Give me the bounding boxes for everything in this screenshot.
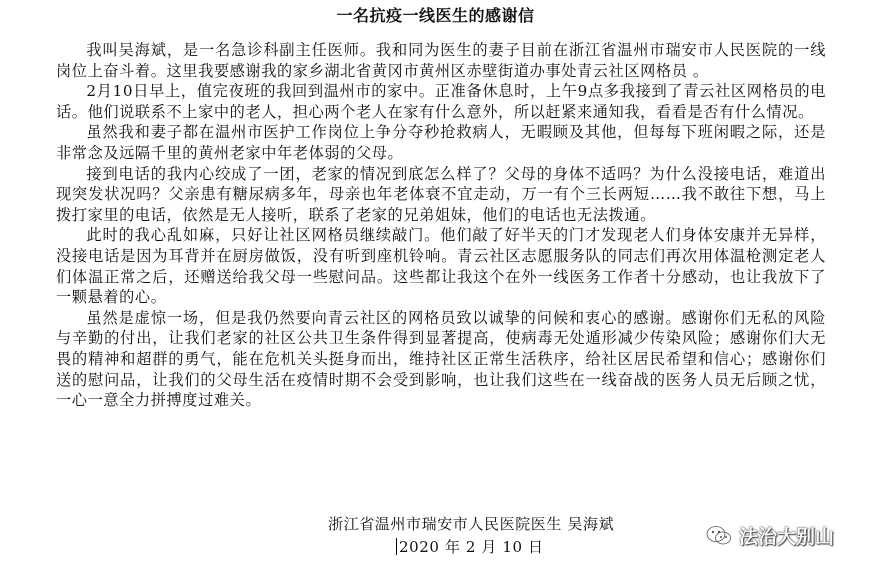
paragraph: 此时的我心乱如麻，只好让社区网格员继续敲门。他们敲了好半天的门才发现老人们身体安康并无异样，没接电话是因为耳背并在厨房做饭，没有听到座机铃响。青云社区志愿服务队的同志们再次用体温枪测定老人们体温正常之后，还赠送给我父母一些慰问品。这些都让我这个在外一线医务工作者十分感动，也让我放下了一颗悬着的心。 [56,226,826,307]
paragraph: 接到电话的我内心绞成了一团，老家的情况到底怎么样了？父母的身体不适吗？为什么没接电话，难道出现突发状况吗？父亲患有糖尿病多年，母亲也年老体衰不宜走动，万一有个三长两短……我不敢往下想，马上拨打家里的电话，依然是无人接听，联系了老家的兄弟姐妹，他们的电话也无法拨通。 [56,164,826,224]
letter-title: 一名抗疫一线医生的感谢信 [336,6,535,25]
paragraph: 虽然是虚惊一场，但是我仍然要向青云社区的网格员致以诚挚的问候和衷心的感谢。感谢你们无私的风险与辛勤的付出，让我们老家的社区公共卫生条件得到显著提高，使病毒无处遁形减少传染风险；感谢你们大无畏的精神和超群的勇气，能在危机关头挺身而出，维持社区正常生活秩序，给社区居民希望和信心；感谢你们送的慰问品，让我们的父母生活在疫情时期不会受到影响，也让我们这些在一线奋战的医务人员无后顾之忧，一心一意全力拼搏度过难关。 [56,308,826,410]
date-text: 2020 年 2 月 10 日 [399,538,544,556]
watermark [705,522,834,549]
signature-line: 浙江省温州市瑞安市人民医院医生 吴海斌 [328,515,615,533]
paragraph: 我叫吴海斌，是一名急诊科副主任医师。我和同为医生的妻子目前在浙江省温州市瑞安市人民医院的一线岗位上奋斗着。这里我要感谢我的家乡湖北省黄冈市黄州区赤壁街道办事处青云社区网格员 。 [56,41,826,80]
wechat-official-account-icon [705,524,733,548]
date-line [396,537,544,557]
letter-body [56,40,826,411]
paragraph: 2月10日早上，值完夜班的我回到温州市的家中。正准备休息时，上午9点多我接到了青云社区网格员的电话。他们说联系不上家中的老人，担心两个老人在家有什么意外，所以赶紧来通知我，看看是否有什么情况。 [56,82,826,121]
watermark-text: 法治大别山 [739,526,835,548]
paragraph: 虽然我和妻子都在温州市医护工作岗位上争分夺秒抢救病人，无暇顾及其他，但每每下班闲暇之际，还是非常念及远隔千里的黄州老家中年老体弱的父母。 [56,123,826,162]
text-cursor [396,538,397,555]
